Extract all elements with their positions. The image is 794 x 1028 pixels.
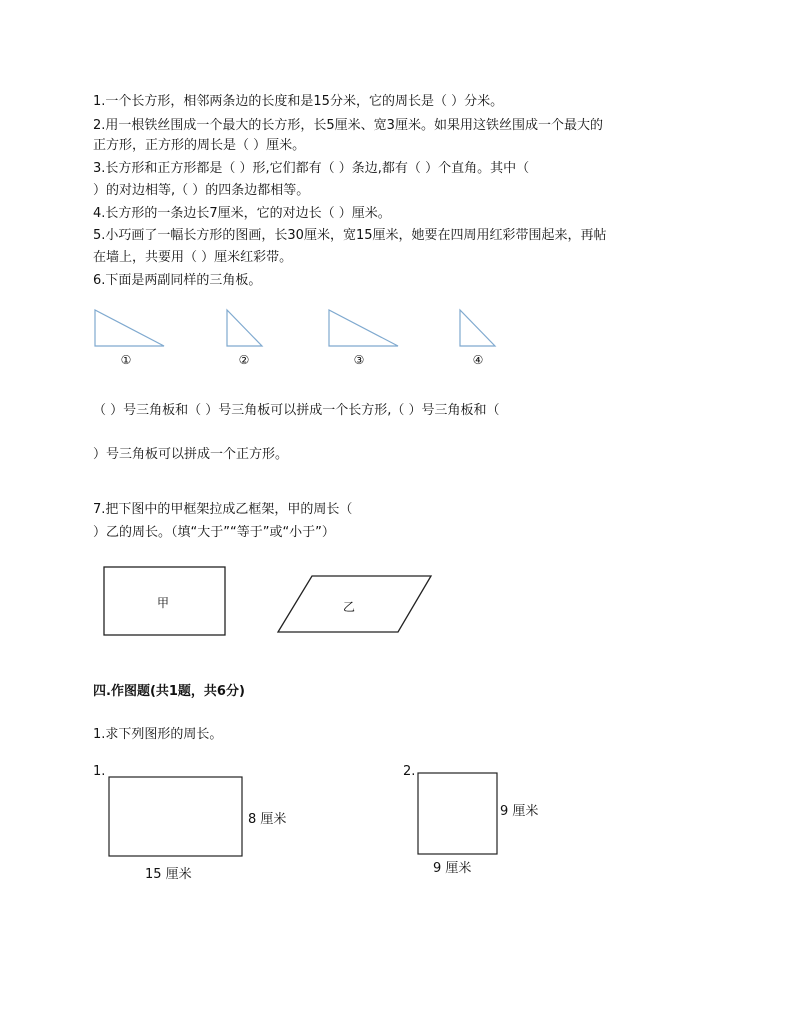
rectangle-height-label: 8 厘米 — [248, 812, 287, 827]
question-5-line-2: 在墙上，共要用（ ）厘米红彩带。 — [93, 250, 293, 265]
triangle-label-2: ② — [238, 353, 250, 367]
square-9x9 — [418, 773, 497, 854]
question-5-line-1: 5.小巧画了一幅长方形的图画，长30厘米，宽15厘米，她要在四周用红彩带围起来，再帖 — [93, 228, 607, 243]
section-4-question-1: 1.求下列图形的周长。 — [93, 727, 223, 742]
question-6-answer-line-1: （ ）号三角板和（ ）号三角板可以拼成一个长方形,（ ）号三角板和（ — [93, 403, 500, 418]
question-2-line-2: 正方形，正方形的周长是（ ）厘米。 — [93, 138, 306, 153]
rectangle-15x8 — [109, 777, 242, 856]
square-height-label: 9 厘米 — [500, 804, 539, 819]
frame-yi-label: 乙 — [343, 600, 356, 614]
question-7-line-2: ）乙的周长。（填“大于”“等于”或“小于”） — [93, 525, 335, 540]
frame-jia-label: 甲 — [157, 596, 170, 610]
question-3-line-2: ）的对边相等,（ ）的四条边都相等。 — [93, 183, 310, 198]
section-4-title: 四.作图题(共1题，共6分) — [93, 684, 245, 699]
triangle-label-3: ③ — [353, 353, 365, 367]
figure-1-number: 1. — [93, 764, 106, 779]
question-7-line-1: 7.把下图中的甲框架拉成乙框架，甲的周长（ — [93, 502, 353, 517]
question-6-answer-line-2: ）号三角板可以拼成一个正方形。 — [93, 447, 289, 462]
triangle-label-1: ① — [120, 353, 132, 367]
figure-2-number: 2. — [403, 764, 416, 779]
question-3-line-1: 3.长方形和正方形都是（ ）形,它们都有（ ）条边,都有（ ）个直角。其中（ — [93, 161, 530, 176]
question-4: 4.长方形的一条边长7厘米，它的对边长（ ）厘米。 — [93, 206, 391, 221]
question-1: 1.一个长方形，相邻两条边的长度和是15分米，它的周长是（ ）分米。 — [93, 94, 504, 109]
question-2-line-1: 2.用一根铁丝围成一个最大的长方形，长5厘米、宽3厘米。如果用这铁丝围成一个最大的 — [93, 118, 603, 133]
triangle-label-4: ④ — [472, 353, 484, 367]
rectangle-width-label: 15 厘米 — [145, 867, 192, 882]
square-width-label: 9 厘米 — [433, 861, 472, 876]
question-6: 6.下面是两副同样的三角板。 — [93, 273, 262, 288]
